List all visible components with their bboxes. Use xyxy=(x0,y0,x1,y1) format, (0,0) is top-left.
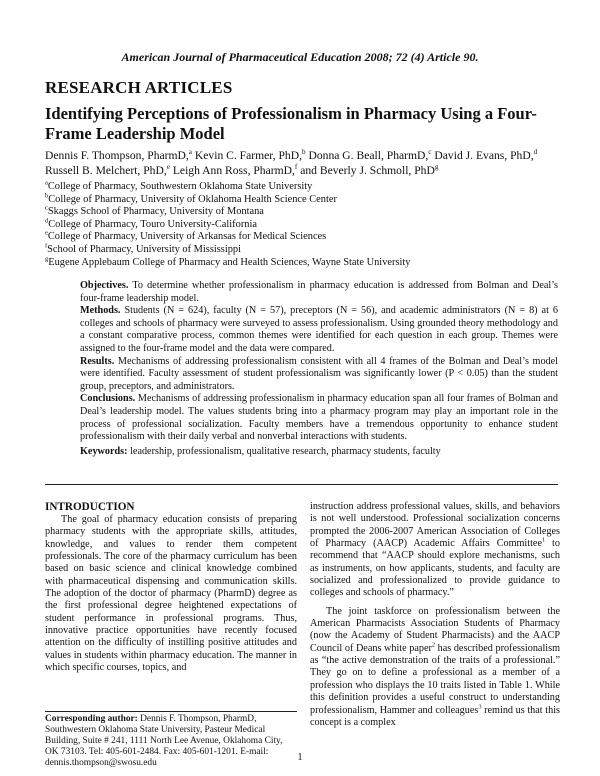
author: Dennis F. Thompson, PharmD,$^a$ xyxy=(45,148,192,162)
abstract-results: Results. Mechanisms of addressing professionalism consistent with all 4 frames of the Bolman and Deal’s model were identified. Faculty assessment of student professionalism was significantly lower (P < 0.05) than the student group, preceptors, and administrators. xyxy=(80,355,559,392)
author: David J. Evans, PhD,$^d$ xyxy=(434,148,538,162)
abstract-methods: Methods. Students (N = 624), faculty (N = 57), preceptors (N = 56), and academic administrators (N = 8) at 6 colleges and schools of pharmacy were surveyed to assess professionalism. Using grounded theory methodology and a constant comparative process, common themes were identified for each question in each group. Themes were assigned to the four-frame model and the data were compared. xyxy=(80,305,558,354)
author-list xyxy=(45,148,565,178)
footnote-divider xyxy=(45,711,297,712)
abstract-divider xyxy=(45,484,558,485)
article-title: Identifying Perceptions of Professionalism in Pharmacy Using a Four-Frame Leadership Model xyxy=(45,104,537,143)
affiliation: $^f$School of Pharmacy, University of Mississippi xyxy=(45,242,242,255)
right-column xyxy=(310,501,560,729)
author: Russell B. Melchert, PhD,$^e$ xyxy=(45,163,170,177)
affiliation: $^g$Eugene Applebaum College of Pharmacy and Health Sciences, Wayne State University xyxy=(45,255,411,268)
abstract-conclusions: Conclusions. Mechanisms of addressing professionalism in pharmacy education span all four frames of Bolman and Deal’s leadership model. The values students bring into a pharmacy program may play an important role in the process of professional socialization. Faculty members have a tremendous opportunity to enhance student professionalism with their daily verbal and nonverbal interactions with students. xyxy=(80,393,558,443)
author: Leigh Ann Ross, PharmD,$^f$ xyxy=(172,163,298,177)
section-label: RESEARCH ARTICLES xyxy=(45,78,233,97)
affiliation: $^a$College of Pharmacy, Southwestern Oklahoma State University xyxy=(45,179,313,192)
keywords: Keywords: leadership, professionalism, qualitative research, pharmacy students, faculty xyxy=(80,445,441,457)
abstract xyxy=(80,280,558,458)
left-column xyxy=(45,501,297,674)
author: and Beverly J. Schmoll, PhD$^g$ xyxy=(300,163,439,177)
page-number: 1 xyxy=(297,752,303,763)
affiliation: $^c$Skaggs School of Pharmacy, University of Montana xyxy=(45,204,264,218)
affiliation: $^d$College of Pharmacy, Touro University-California xyxy=(45,217,257,230)
abstract-objectives: Objectives. To determine whether professionalism in pharmacy education is addressed from Bolman and Deal’s four-frame leadership model. xyxy=(80,280,558,304)
intro-paragraph: The goal of pharmacy education consists of preparing pharmacy students with the appropriate skills, attitudes, knowledge, and values to render them competent professionals. The core of the pharmacy curriculum has been based on basic science and clinical knowledge combined with pharmaceutical dispensing and communication skills. The adoption of the doctor of pharmacy (PharmD) degree as the first professional degree heightened expectations of student performance in professional programs. Thus, innovative practice opportunities have recently focused attention on the difficulty of instilling positive attitudes and values in students within pharmacy education. The manner in which specific courses, topics, and xyxy=(45,514,297,674)
corresponding-author-footnote: Corresponding author: Dennis F. Thompson, PharmD, Southwestern Oklahoma State University, Pasteur Medical Building, Suite # 241, 1111 North Lee Avenue, Oklahoma City, OK 73103. Tel: 405-601-2484. Fax: 405-601-1201. E-mail: dennis.thompson@swosu.edu xyxy=(45,714,283,769)
journal-header: American Journal of Pharmaceutical Education 2008; 72 (4) Article 90. xyxy=(121,50,479,64)
affiliation-list xyxy=(45,181,565,269)
affiliation: $^e$College of Pharmacy, University of Arkansas for Medical Sciences xyxy=(45,229,327,243)
affiliation: $^b$College of Pharmacy, University of Oklahoma Health Science Center xyxy=(45,192,337,205)
introduction-heading: INTRODUCTION xyxy=(45,501,135,513)
intro-paragraph: The joint taskforce on professionalism between the American Pharmacists Association Students of Pharmacy (now the Academy of Student Pharmacists) and the AACP Council of Deans white paper$^2$ has described professionalism as “the active demonstration of the traits of a professional.” They go on to define a professional as a member of a profession who displays the 10 traits listed in Table 1. While this definition provides a useful construct to understanding professionalism, Hammer and colleagues$^3$ remind us that this concept is a complex xyxy=(310,605,560,728)
author: Kevin C. Farmer, PhD,$^b$ xyxy=(194,148,306,162)
author: Donna G. Beall, PharmD,$^c$ xyxy=(308,148,432,162)
intro-paragraph: instruction address professional values, skills, and behaviors is not well understood. Professional socialization concerns prompted the 2006-2007 American Association of Colleges of Pharmacy (AACP) Academic Affairs Committee$^1$ to recommend that “AACP should explore mechanisms, such as instruments, on how applicants, students, and faculty are socialized and professionalized to provide guidance to colleges and schools of pharmacy.” xyxy=(310,501,560,599)
